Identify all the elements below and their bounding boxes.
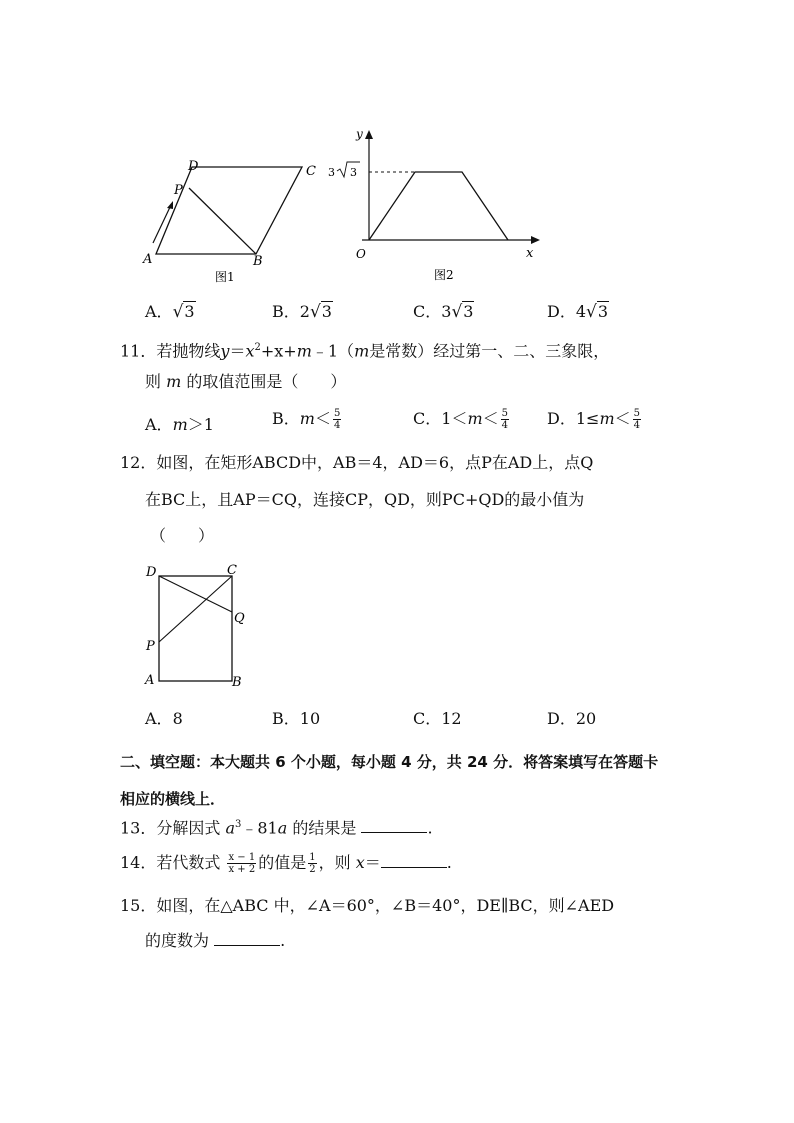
math: ＜ bbox=[482, 409, 499, 428]
figure-1-caption: 图1 bbox=[215, 270, 235, 284]
origin-label: O bbox=[356, 247, 366, 261]
math: ＝ bbox=[229, 341, 246, 361]
label-B: B bbox=[253, 254, 263, 269]
q10-option-b[interactable]: B．2√3 bbox=[272, 302, 332, 322]
q12-figure bbox=[140, 560, 260, 695]
q11-line-2 bbox=[145, 371, 346, 393]
math: 2 bbox=[254, 342, 261, 353]
text: . bbox=[446, 853, 452, 872]
label-C: C bbox=[306, 164, 316, 179]
text: 是常数）经过第一、二、三象限， bbox=[369, 341, 610, 361]
expression-fraction bbox=[227, 852, 256, 875]
math: a bbox=[277, 818, 288, 838]
label-A: A bbox=[143, 252, 153, 267]
numerator: x − 1 bbox=[228, 852, 256, 863]
option-letter: B． bbox=[272, 709, 300, 728]
math: ＜ bbox=[314, 409, 331, 428]
answer-blank[interactable] bbox=[381, 853, 447, 868]
option-letter: C． bbox=[413, 302, 442, 321]
math: x bbox=[245, 341, 255, 361]
fraction bbox=[501, 408, 509, 431]
numerator: 1 bbox=[309, 852, 316, 863]
math: m bbox=[172, 415, 188, 434]
label-D: D bbox=[188, 159, 199, 174]
numerator: 5 bbox=[333, 408, 341, 419]
option-value: 20 bbox=[575, 709, 597, 728]
q12-option-d[interactable] bbox=[547, 706, 596, 729]
math: ＞1 bbox=[187, 415, 214, 434]
math: x bbox=[355, 853, 365, 872]
text: 13．分解因式 bbox=[120, 818, 226, 838]
section-2-heading: 二、填空题：本大题共 6 个小题，每小题 4 分，共 24 分．将答案填写在答题卡 bbox=[120, 753, 659, 771]
motion-arrow-head bbox=[167, 201, 173, 209]
segment-dq bbox=[159, 576, 232, 612]
math: +x+ bbox=[260, 341, 297, 361]
q10-option-d[interactable]: D．4√3 bbox=[547, 302, 609, 322]
label-P: P bbox=[146, 639, 155, 654]
text: . bbox=[280, 931, 286, 950]
math: 1＜ bbox=[441, 409, 468, 428]
math: 1≤ bbox=[575, 409, 600, 428]
math: ﹣1（ bbox=[311, 341, 355, 361]
x-axis-label: x bbox=[526, 246, 534, 261]
y-axis-label: y bbox=[356, 127, 363, 141]
option-value: 8 bbox=[172, 709, 183, 728]
math: m bbox=[299, 409, 315, 428]
q12-option-a[interactable] bbox=[145, 706, 183, 729]
denominator: 4 bbox=[633, 420, 640, 431]
math: ﹣81 bbox=[241, 818, 278, 838]
q14 bbox=[120, 852, 452, 875]
q11-option-c[interactable] bbox=[413, 406, 511, 431]
math: m bbox=[599, 409, 615, 428]
denominator: 4 bbox=[501, 420, 508, 431]
option-letter: B． bbox=[272, 302, 300, 321]
radicand: 3 bbox=[321, 302, 332, 321]
denominator: x + 2 bbox=[228, 864, 256, 875]
label-P: P bbox=[174, 183, 183, 198]
label-Q: Q bbox=[234, 611, 245, 626]
denominator: 2 bbox=[309, 864, 316, 875]
graph-trapezoid bbox=[369, 172, 508, 240]
option-letter: D． bbox=[547, 709, 576, 728]
section-2-heading-cont: 相应的横线上． bbox=[120, 790, 226, 808]
option-letter: A． bbox=[145, 415, 173, 434]
rectangle-abcd bbox=[159, 576, 232, 681]
text: 则 bbox=[145, 372, 162, 391]
y-axis-arrow bbox=[365, 130, 373, 139]
math: a bbox=[225, 818, 235, 838]
text: 的度数为 bbox=[145, 931, 215, 950]
math: m bbox=[296, 341, 312, 361]
text: 14．若代数式 bbox=[120, 853, 226, 872]
q12-line-3: （ ） bbox=[150, 526, 215, 545]
label-B: B bbox=[232, 675, 242, 690]
q12-option-b[interactable] bbox=[272, 706, 320, 729]
math: 3 bbox=[235, 819, 242, 830]
fraction bbox=[633, 408, 641, 431]
value-fraction bbox=[308, 852, 316, 875]
label-D: D bbox=[146, 565, 157, 580]
text: 若抛物线 bbox=[156, 341, 221, 361]
numerator: 5 bbox=[501, 408, 508, 419]
text: ，则 bbox=[318, 853, 356, 872]
y-value-coef: 3 bbox=[328, 166, 335, 179]
label-C: C bbox=[227, 563, 237, 578]
math: m bbox=[166, 372, 182, 391]
option-letter: D． bbox=[547, 302, 576, 321]
math: ＜ bbox=[614, 409, 631, 428]
math: m bbox=[354, 341, 370, 361]
radicand: 3 bbox=[463, 302, 474, 321]
math: y bbox=[220, 341, 230, 361]
y-value-rad: 3 bbox=[350, 166, 357, 179]
answer-blank[interactable] bbox=[214, 931, 280, 946]
coefficient: 4 bbox=[575, 302, 587, 321]
coefficient: 2 bbox=[299, 302, 310, 321]
q12-option-c[interactable] bbox=[413, 706, 462, 729]
parallelogram-abcd bbox=[156, 167, 302, 254]
x-axis-arrow bbox=[531, 236, 540, 244]
q10-figure-2 bbox=[320, 125, 550, 290]
q11-option-a[interactable] bbox=[145, 412, 214, 435]
math: ＝ bbox=[364, 853, 381, 872]
answer-blank[interactable] bbox=[361, 818, 427, 833]
text: 的取值范围是（ ） bbox=[186, 372, 347, 391]
q11-option-b[interactable] bbox=[272, 406, 343, 431]
radicand: 3 bbox=[184, 302, 195, 321]
option-letter: C． bbox=[413, 409, 442, 428]
radicand: 3 bbox=[597, 302, 609, 321]
q11-line-1 bbox=[120, 337, 609, 362]
segment-pc bbox=[159, 576, 232, 642]
text: 的结果是 bbox=[287, 818, 362, 838]
option-letter: A． bbox=[145, 709, 173, 728]
option-letter: A． bbox=[145, 302, 173, 321]
coefficient: 3 bbox=[441, 302, 452, 321]
denominator: 4 bbox=[333, 420, 341, 431]
option-letter: C． bbox=[413, 709, 442, 728]
question-number: 11． bbox=[120, 341, 157, 361]
q12-line-1: 12．如图，在矩形ABCD中，AB＝4，AD＝6，点P在AD上，点Q bbox=[120, 453, 594, 472]
option-letter: D． bbox=[547, 409, 576, 428]
q10-option-c[interactable]: C．3√3 bbox=[413, 302, 474, 322]
text: . bbox=[427, 818, 433, 838]
numerator: 5 bbox=[633, 408, 640, 419]
option-value: 10 bbox=[299, 709, 321, 728]
fraction bbox=[333, 408, 341, 431]
q10-option-a[interactable]: A．√3 bbox=[145, 302, 195, 322]
segment-pb bbox=[189, 188, 256, 254]
q13 bbox=[120, 814, 433, 839]
math: m bbox=[467, 409, 483, 428]
q15-line-1: 15．如图，在△ABC 中，∠A＝60°，∠B＝40°，DE∥BC，则∠AED bbox=[120, 896, 615, 915]
q10-figure-1 bbox=[140, 155, 330, 285]
figure-2-caption: 图2 bbox=[434, 268, 454, 282]
option-letter: B． bbox=[272, 409, 300, 428]
option-value: 12 bbox=[441, 709, 462, 728]
q15-line-2 bbox=[145, 930, 285, 952]
q11-option-d[interactable] bbox=[547, 406, 643, 431]
label-A: A bbox=[145, 673, 155, 688]
text: 的值是 bbox=[258, 853, 307, 872]
q12-line-2: 在BC上，且AP＝CQ，连接CP，QD，则PC+QD的最小值为 bbox=[145, 490, 585, 509]
